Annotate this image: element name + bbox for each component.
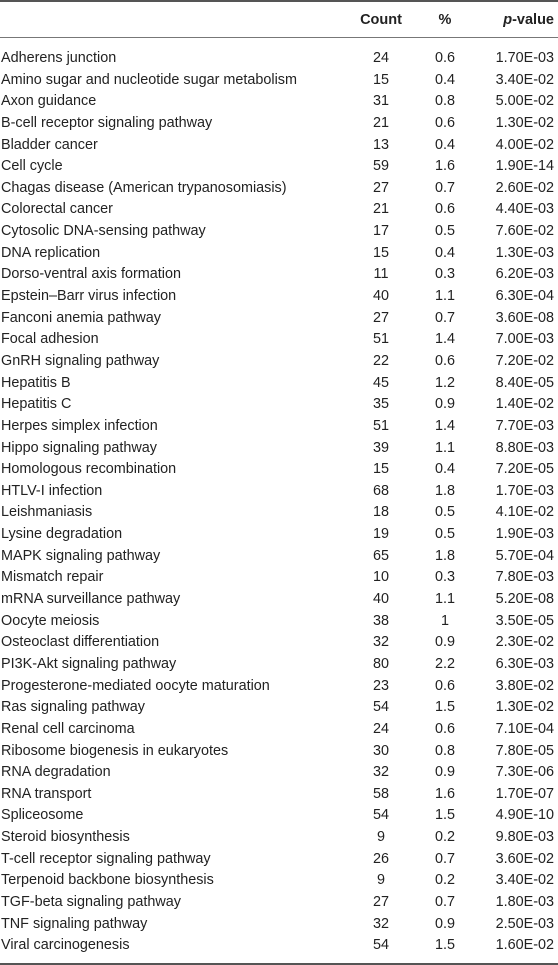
pathway-name: GnRH signaling pathway xyxy=(1,352,160,369)
count-cell: 32 xyxy=(372,764,389,781)
table-row xyxy=(0,178,558,200)
table-row xyxy=(0,805,558,827)
pathway-name: Amino sugar and nucleotide sugar metabolism xyxy=(1,71,297,88)
percent-cell: 0.2 xyxy=(434,872,455,889)
percent-cell: 0.7 xyxy=(434,893,455,910)
pathway-name: RNA transport xyxy=(1,785,92,802)
pvalue-cell: 5.00E-02 xyxy=(495,93,554,110)
table-row xyxy=(0,914,558,936)
count-cell: 59 xyxy=(372,158,389,175)
percent-cell: 0.3 xyxy=(434,266,455,283)
pathway-name: Fanconi anemia pathway xyxy=(1,309,161,326)
count-cell: 45 xyxy=(372,374,389,391)
percent-cell: 0.9 xyxy=(434,915,455,932)
table-row xyxy=(0,784,558,806)
percent-cell: 1.2 xyxy=(434,374,455,391)
count-cell: 23 xyxy=(372,677,389,694)
count-cell: 9 xyxy=(376,872,385,889)
count-cell: 40 xyxy=(372,591,389,608)
pathway-name: Cytosolic DNA-sensing pathway xyxy=(1,223,206,240)
percent-cell: 1.5 xyxy=(434,699,455,716)
pathway-name: Progesterone-mediated oocyte maturation xyxy=(1,677,270,694)
pathway-name: Renal cell carcinoma xyxy=(1,720,135,737)
percent-cell: 1.4 xyxy=(434,417,455,434)
pvalue-cell: 8.40E-05 xyxy=(495,374,554,391)
percent-cell: 0.4 xyxy=(434,136,455,153)
count-cell: 58 xyxy=(372,785,389,802)
pathway-name: TNF signaling pathway xyxy=(1,915,148,932)
percent-cell: 0.9 xyxy=(434,634,455,651)
pvalue-cell: 8.80E-03 xyxy=(495,439,554,456)
percent-cell: 2.2 xyxy=(434,655,455,672)
pvalue-cell: 6.20E-03 xyxy=(495,266,554,283)
pathway-name: Cell cycle xyxy=(1,158,63,175)
pathway-name: Steroid biosynthesis xyxy=(1,829,130,846)
pvalue-cell: 1.30E-03 xyxy=(495,244,554,261)
pvalue-cell: 7.60E-02 xyxy=(495,223,554,240)
table-row xyxy=(0,524,558,546)
percent-cell: 0.8 xyxy=(434,742,455,759)
table-row xyxy=(0,329,558,351)
table-row xyxy=(0,827,558,849)
header-pvalue xyxy=(503,12,554,28)
percent-cell: 0.7 xyxy=(434,309,455,326)
table-row xyxy=(0,502,558,524)
pvalue-cell: 7.10E-04 xyxy=(495,720,554,737)
count-cell: 68 xyxy=(372,482,389,499)
pvalue-cell: 4.00E-02 xyxy=(495,136,554,153)
count-cell: 15 xyxy=(372,244,389,261)
percent-cell: 0.7 xyxy=(434,850,455,867)
count-cell: 18 xyxy=(372,504,389,521)
table-row xyxy=(0,48,558,70)
pathway-name: DNA replication xyxy=(1,244,101,261)
pvalue-cell: 7.00E-03 xyxy=(495,331,554,348)
table-row xyxy=(0,762,558,784)
table-row xyxy=(0,741,558,763)
pathway-name: Colorectal cancer xyxy=(1,201,113,218)
pvalue-cell: 9.80E-03 xyxy=(495,829,554,846)
pvalue-cell: 7.70E-03 xyxy=(495,417,554,434)
pathway-name: Spliceosome xyxy=(1,807,84,824)
percent-cell: 1.4 xyxy=(434,331,455,348)
table-row xyxy=(0,849,558,871)
percent-cell: 0.5 xyxy=(434,223,455,240)
table-row xyxy=(0,199,558,221)
pathway-name: Ribosome biogenesis in eukaryotes xyxy=(1,742,229,759)
pathway-name: Hepatitis C xyxy=(1,396,72,413)
count-cell: 54 xyxy=(372,937,389,954)
percent-cell: 1.6 xyxy=(434,785,455,802)
pvalue-cell: 1.30E-02 xyxy=(495,699,554,716)
percent-cell: 0.6 xyxy=(434,50,455,66)
count-cell: 80 xyxy=(372,655,389,672)
table-row xyxy=(0,351,558,373)
pvalue-cell: 3.40E-02 xyxy=(495,872,554,889)
pvalue-cell: 3.40E-02 xyxy=(495,71,554,88)
pathway-name: B-cell receptor signaling pathway xyxy=(1,114,213,131)
percent-cell: 0.8 xyxy=(434,93,455,110)
table-row xyxy=(0,481,558,503)
percent-cell: 0.7 xyxy=(434,179,455,196)
pathway-name: Oocyte meiosis xyxy=(1,612,100,629)
header-count: Count xyxy=(360,12,402,28)
pvalue-cell: 7.80E-05 xyxy=(495,742,554,759)
count-cell: 27 xyxy=(372,309,389,326)
count-cell: 17 xyxy=(372,223,389,240)
percent-cell: 0.5 xyxy=(434,526,455,543)
percent-cell: 0.9 xyxy=(434,764,455,781)
pvalue-cell: 1.70E-07 xyxy=(495,785,554,802)
table-row xyxy=(0,589,558,611)
percent-cell: 0.6 xyxy=(434,114,455,131)
table-row xyxy=(0,546,558,568)
count-cell: 65 xyxy=(372,547,389,564)
percent-cell: 0.6 xyxy=(434,677,455,694)
percent-cell: 0.2 xyxy=(434,829,455,846)
table-row xyxy=(0,611,558,633)
table-row xyxy=(0,70,558,92)
pvalue-cell: 4.10E-02 xyxy=(495,504,554,521)
percent-cell: 0.4 xyxy=(434,71,455,88)
pathway-name: Terpenoid backbone biosynthesis xyxy=(1,872,214,889)
percent-cell: 0.6 xyxy=(434,352,455,369)
pathway-name: PI3K-Akt signaling pathway xyxy=(1,655,177,672)
table-row xyxy=(0,135,558,157)
header-pvalue-rest: -value xyxy=(512,12,554,28)
pathway-name: T-cell receptor signaling pathway xyxy=(1,850,211,867)
count-cell: 11 xyxy=(373,266,389,283)
pathway-name: MAPK signaling pathway xyxy=(1,547,161,564)
percent-cell: 1.1 xyxy=(434,591,455,608)
table-row xyxy=(0,870,558,892)
pvalue-cell: 7.80E-03 xyxy=(495,569,554,586)
pathway-name: Dorso-ventral axis formation xyxy=(1,266,181,283)
pathway-name: Lysine degradation xyxy=(1,526,123,543)
count-cell: 15 xyxy=(372,71,389,88)
pvalue-cell: 6.30E-04 xyxy=(495,288,554,305)
count-cell: 24 xyxy=(372,50,389,66)
percent-cell: 1.5 xyxy=(434,937,455,954)
count-cell: 27 xyxy=(372,179,389,196)
pvalue-cell: 6.30E-03 xyxy=(495,655,554,672)
pvalue-cell: 2.30E-02 xyxy=(495,634,554,651)
pvalue-cell: 1.30E-02 xyxy=(495,114,554,131)
count-cell: 21 xyxy=(372,201,389,218)
pathway-name: RNA degradation xyxy=(1,764,111,781)
pvalue-cell: 1.60E-02 xyxy=(495,937,554,954)
pathway-name: Mismatch repair xyxy=(1,569,104,586)
pathway-name: mRNA surveillance pathway xyxy=(1,591,181,608)
count-cell: 32 xyxy=(372,915,389,932)
count-cell: 31 xyxy=(372,93,389,110)
count-cell: 35 xyxy=(372,396,389,413)
percent-cell: 0.6 xyxy=(434,201,455,218)
table-row xyxy=(0,438,558,460)
pathway-name: TGF-beta signaling pathway xyxy=(1,893,181,910)
pathway-name: Ras signaling pathway xyxy=(1,699,145,716)
percent-cell: 0.6 xyxy=(434,720,455,737)
pathway-name: Herpes simplex infection xyxy=(1,417,158,434)
table-row xyxy=(0,459,558,481)
percent-cell: 0.9 xyxy=(434,396,455,413)
table-row xyxy=(0,697,558,719)
pathway-name: Leishmaniasis xyxy=(1,504,93,521)
table-row xyxy=(0,156,558,178)
pvalue-cell: 1.70E-03 xyxy=(495,50,554,66)
pvalue-cell: 1.80E-03 xyxy=(495,893,554,910)
table-row xyxy=(0,264,558,286)
count-cell: 26 xyxy=(372,850,389,867)
pathway-name: Bladder cancer xyxy=(1,136,98,153)
table-row xyxy=(0,91,558,113)
pathway-name: Adherens junction xyxy=(1,50,117,66)
pvalue-cell: 3.60E-08 xyxy=(495,309,554,326)
percent-cell: 1.8 xyxy=(434,547,455,564)
table-row xyxy=(0,567,558,589)
count-cell: 21 xyxy=(372,114,389,131)
table-row xyxy=(0,416,558,438)
percent-cell: 0.5 xyxy=(434,504,455,521)
table-body xyxy=(0,48,558,957)
pathway-name: Chagas disease (American trypanosomiasis) xyxy=(1,179,287,196)
count-cell: 27 xyxy=(372,893,389,910)
pvalue-cell: 1.40E-02 xyxy=(495,396,554,413)
percent-cell: 1.1 xyxy=(434,288,455,305)
pathway-name: Axon guidance xyxy=(1,93,97,110)
pvalue-cell: 2.50E-03 xyxy=(495,915,554,932)
percent-cell: 1 xyxy=(440,612,449,629)
percent-cell: 0.4 xyxy=(434,461,455,478)
pathway-name: Focal adhesion xyxy=(1,331,99,348)
count-cell: 32 xyxy=(372,634,389,651)
header-pvalue-p: p xyxy=(503,12,513,28)
table-row xyxy=(0,394,558,416)
pvalue-cell: 5.20E-08 xyxy=(495,591,554,608)
count-cell: 38 xyxy=(372,612,389,629)
percent-cell: 1.8 xyxy=(434,482,455,499)
table-row xyxy=(0,892,558,914)
count-cell: 54 xyxy=(372,807,389,824)
table-row xyxy=(0,676,558,698)
table-header-rule xyxy=(0,37,558,38)
pvalue-cell: 3.60E-02 xyxy=(495,850,554,867)
count-cell: 9 xyxy=(376,829,385,846)
pathway-name: Hippo signaling pathway xyxy=(1,439,157,456)
pvalue-cell: 7.30E-06 xyxy=(495,764,554,781)
count-cell: 24 xyxy=(372,720,389,737)
pvalue-cell: 4.90E-10 xyxy=(495,807,554,824)
pvalue-cell: 7.20E-02 xyxy=(495,352,554,369)
count-cell: 54 xyxy=(372,699,389,716)
table-row xyxy=(0,935,558,957)
pathway-name: HTLV-I infection xyxy=(1,482,103,499)
table-row xyxy=(0,373,558,395)
pathway-name: Homologous recombination xyxy=(1,461,177,478)
table-row xyxy=(0,308,558,330)
count-cell: 30 xyxy=(372,742,389,759)
pvalue-cell: 2.60E-02 xyxy=(495,179,554,196)
count-cell: 15 xyxy=(372,461,389,478)
table-row xyxy=(0,221,558,243)
table-row xyxy=(0,113,558,135)
count-cell: 51 xyxy=(372,331,389,348)
table-row xyxy=(0,243,558,265)
count-cell: 22 xyxy=(372,352,389,369)
pathway-name: Hepatitis B xyxy=(1,374,71,391)
table-header xyxy=(0,2,558,37)
pvalue-cell: 1.70E-03 xyxy=(495,482,554,499)
percent-cell: 1.6 xyxy=(434,158,455,175)
table-row xyxy=(0,632,558,654)
table-row xyxy=(0,719,558,741)
pvalue-cell: 3.80E-02 xyxy=(495,677,554,694)
percent-cell: 1.1 xyxy=(434,439,455,456)
percent-cell: 0.3 xyxy=(434,569,455,586)
pathway-name: Viral carcinogenesis xyxy=(1,937,130,954)
count-cell: 19 xyxy=(372,526,389,543)
count-cell: 51 xyxy=(372,417,389,434)
header-percent: % xyxy=(438,12,452,28)
count-cell: 10 xyxy=(372,569,389,586)
pvalue-cell: 7.20E-05 xyxy=(495,461,554,478)
percent-cell: 0.4 xyxy=(434,244,455,261)
percent-cell: 1.5 xyxy=(434,807,455,824)
pvalue-cell: 1.90E-03 xyxy=(495,526,554,543)
pvalue-cell: 4.40E-03 xyxy=(495,201,554,218)
pvalue-cell: 1.90E-14 xyxy=(495,158,554,175)
pvalue-cell: 5.70E-04 xyxy=(495,547,554,564)
pathway-name: Epstein–Barr virus infection xyxy=(1,288,177,305)
table-row xyxy=(0,286,558,308)
pvalue-cell: 3.50E-05 xyxy=(495,612,554,629)
count-cell: 39 xyxy=(372,439,389,456)
pathway-name: Osteoclast differentiation xyxy=(1,634,160,651)
table-row xyxy=(0,654,558,676)
count-cell: 13 xyxy=(372,136,389,153)
count-cell: 40 xyxy=(372,288,389,305)
